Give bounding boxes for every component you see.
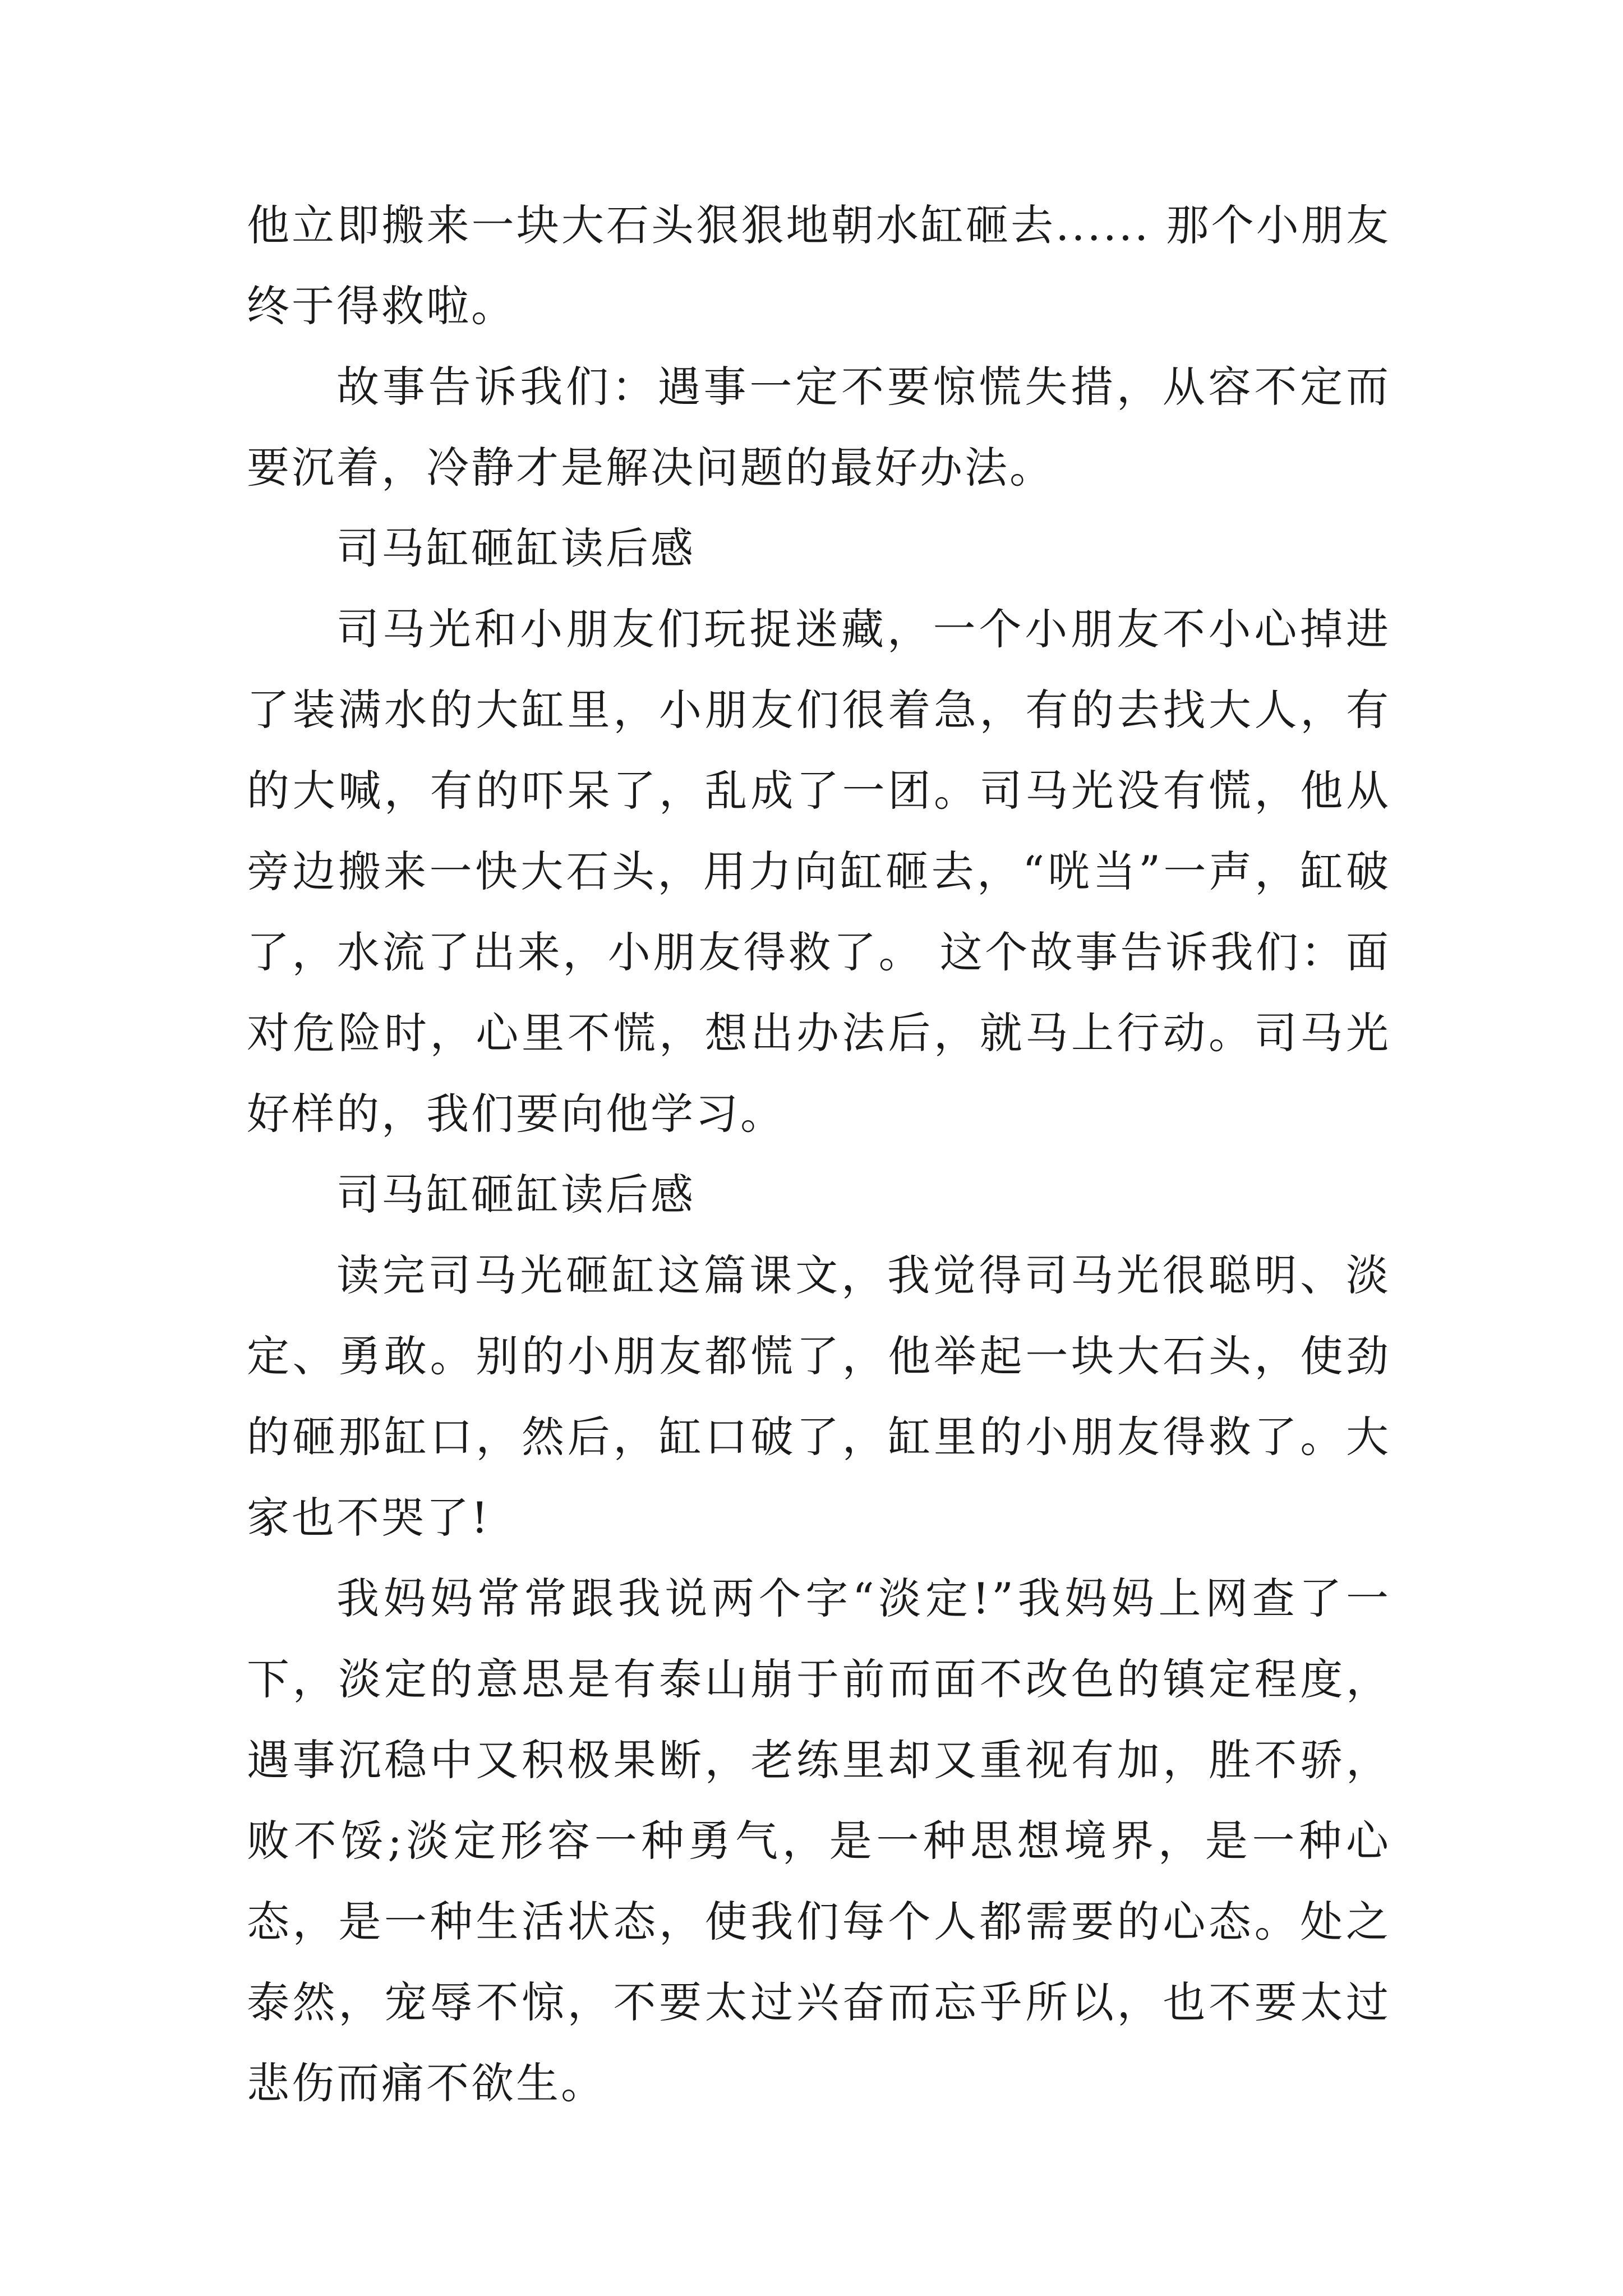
paragraph-moral: 故事告诉我们：遇事一定不要惊慌失措，从容不定而要沉着，冷静才是解决问题的最好办法。	[247, 362, 1391, 493]
paragraph-story: 司马光和小朋友们玩捉迷藏，一个小朋友不小心掉进了装满水的大缸里，小朋友们很着急，有的去找大人，有的大喊，有的吓呆了，乱成了一团。司马光没有慌，他从旁边搬来一快大石头，用力向缸砸去，“咣当”一声，缸破了，水流了出来，小朋友得救了。 这个故事告诉我们：面对危险时，心里不慌，想出办法后，就马上行动。司马光好样的，我们要向他学习。	[247, 604, 1391, 1139]
paragraph-reflection: 读完司马光砸缸这篇课文，我觉得司马光很聪明、淡定、勇敢。别的小朋友都慌了，他举起一块大石头，使劲的砸那缸口，然后，缸口破了，缸里的小朋友得救了。大家也不哭了!	[247, 1250, 1391, 1543]
section-heading-1: 司马缸砸缸读后感	[336, 523, 695, 573]
document-body	[247, 185, 1391, 2124]
section-heading-2: 司马缸砸缸读后感	[336, 1170, 695, 1220]
paragraph-calmness: 我妈妈常常跟我说两个字“淡定!”我妈妈上网查了一下，淡定的意思是有泰山崩于前而面不改色的镇定程度，遇事沉稳中又积极果断，老练里却又重视有加，胜不骄，败不馁;淡定形容一种勇气，是一种思想境界，是一种心态，是一种生活状态，使我们每个人都需要的心态。处之泰然，宠辱不惊，不要太过兴奋而忘乎所以，也不要太过悲伤而痛不欲生。	[247, 1573, 1391, 2108]
paragraph-continuation: 他立即搬来一块大石头狠狠地朝水缸砸去...... 那个小朋友终于得救啦。	[247, 200, 1391, 331]
